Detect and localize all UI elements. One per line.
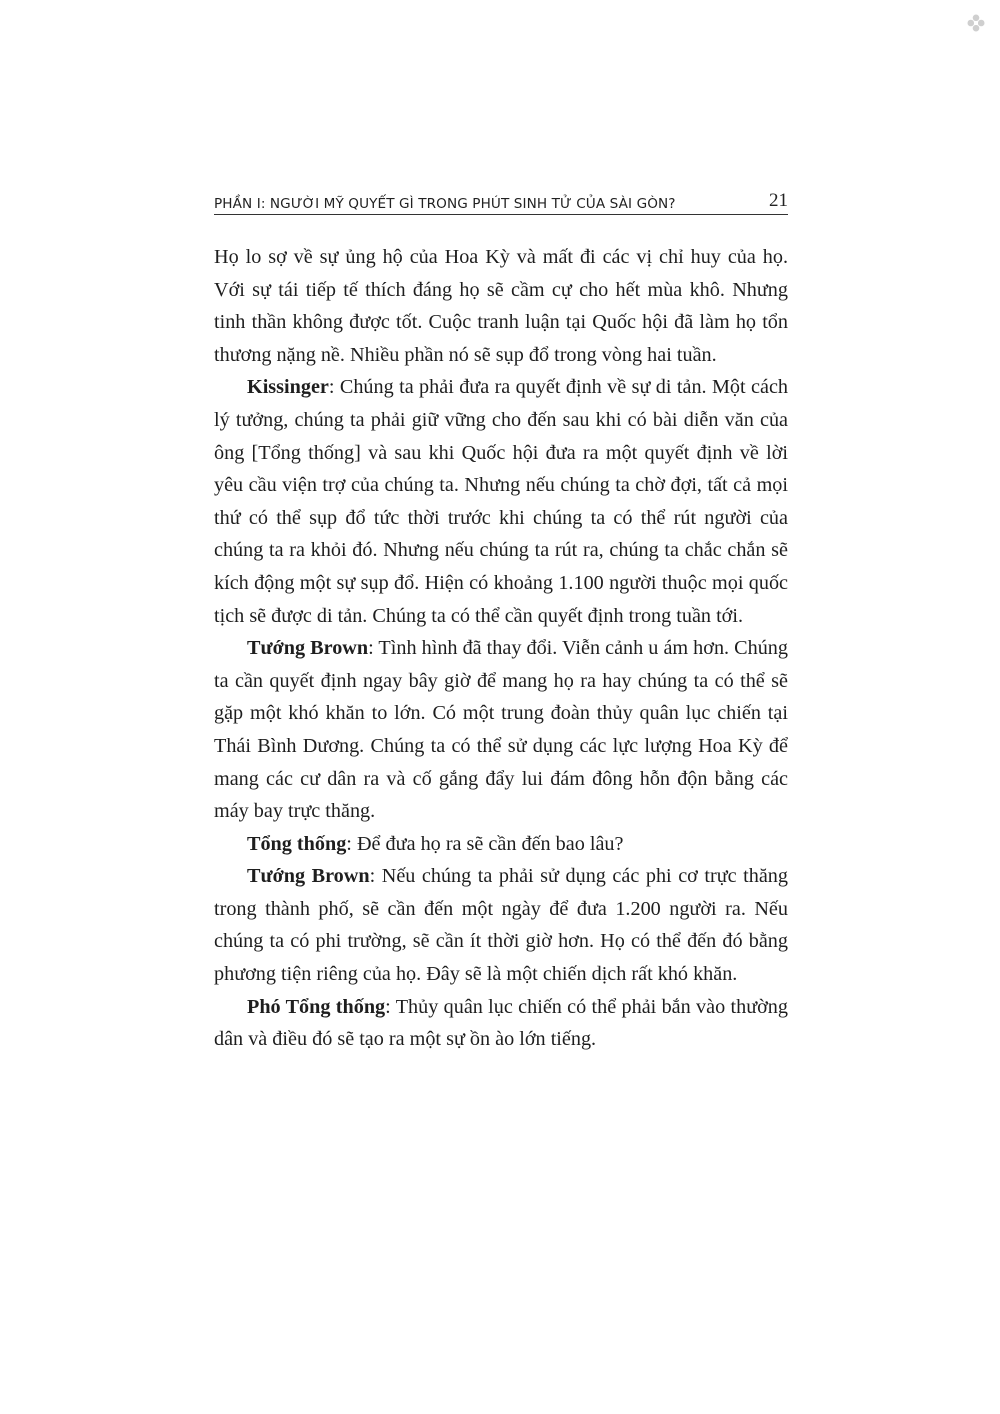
speaker-name: Tướng Brown (247, 865, 370, 888)
speaker-separator: : (346, 832, 357, 855)
paragraph (214, 828, 788, 861)
flower-ornament-icon (966, 13, 986, 33)
paragraph (214, 860, 788, 990)
speaker-separator: : (328, 376, 340, 399)
body-text (214, 241, 788, 1056)
running-title: PHẦN I: NGƯỜI MỸ QUYẾT GÌ TRONG PHÚT SINH TỬ CỦA SÀI GÒN? (214, 196, 676, 212)
paragraph (214, 991, 788, 1056)
page-number: 21 (769, 190, 788, 211)
paragraph (214, 632, 788, 828)
speaker-separator: : (369, 865, 382, 888)
paragraph-text: Họ lo sợ về sự ủng hộ của Hoa Kỳ và mất đi các vị chỉ huy của họ. Với sự tái tiếp tế thích đáng họ sẽ cầm cự cho hết mùa khô. Nhưng tinh thần không được tốt. Cuộc tranh luận tại Quốc hội đã làm họ tổn thương nặng nề. Nhiều phần nó sẽ sụp đổ trong vòng hai tuần. (214, 246, 788, 366)
paragraph-text: Nếu chúng ta phải sử dụng các phi cơ trực thăng trong thành phố, sẽ cần đến một ngày để đưa 1.200 người ra. Nếu chúng ta có phi trường, sẽ cần ít thời giờ hơn. Họ có thể đến đó bằng phương tiện riêng của họ. Đây sẽ là một chiến dịch rất khó khăn. (214, 865, 788, 986)
speaker-name: Phó Tổng thống (247, 995, 386, 1018)
speaker-separator: : (385, 995, 396, 1018)
speaker-name: Tổng thống (247, 832, 347, 855)
paragraph (214, 241, 788, 371)
running-header (214, 190, 788, 215)
speaker-name: Kissinger (247, 376, 329, 399)
paragraph-text: Chúng ta phải đưa ra quyết định về sự di tản. Một cách lý tưởng, chúng ta phải giữ vững cho đến sau khi có bài diễn văn của ông [Tổng thống] và sau khi Quốc hội đưa ra một quyết định về lời yêu cầu viện trợ của chúng ta. Nhưng nếu chúng ta chờ đợi, tất cả mọi thứ có thể sụp đổ tức thời trước khi chúng ta có thể rút người của chúng ta ra khỏi đó. Nhưng nếu chúng ta rút ra, chúng ta chắc chắn sẽ kích động một sự sụp đổ. Hiện có khoảng 1.100 người thuộc mọi quốc tịch sẽ được di tản. Chúng ta có thể cần quyết định trong tuần tới. (214, 376, 788, 627)
paragraph-text: Thủy quân lục chiến có thể phải bắn vào thường dân và điều đó sẽ tạo ra một sự ồn ào lớn tiếng. (214, 995, 788, 1051)
paragraph-text: Để đưa họ ra sẽ cần đến bao lâu? (356, 832, 624, 855)
paragraph-text: Tình hình đã thay đổi. Viễn cảnh u ám hơn. Chúng ta cần quyết định ngay bây giờ để mang họ ra hay chúng ta có thể sẽ gặp một khó khăn to lớn. Có một trung đoàn thủy quân lục chiến tại Thái Bình Dương. Chúng ta có thể sử dụng các lực lượng Hoa Kỳ để mang các cư dân ra và cố gắng đẩy lui đám đông hỗn độn bằng các máy bay trực thăng. (214, 637, 788, 823)
speaker-name: Tướng Brown (247, 637, 369, 660)
speaker-separator: : (368, 637, 379, 660)
paragraph (214, 371, 788, 632)
